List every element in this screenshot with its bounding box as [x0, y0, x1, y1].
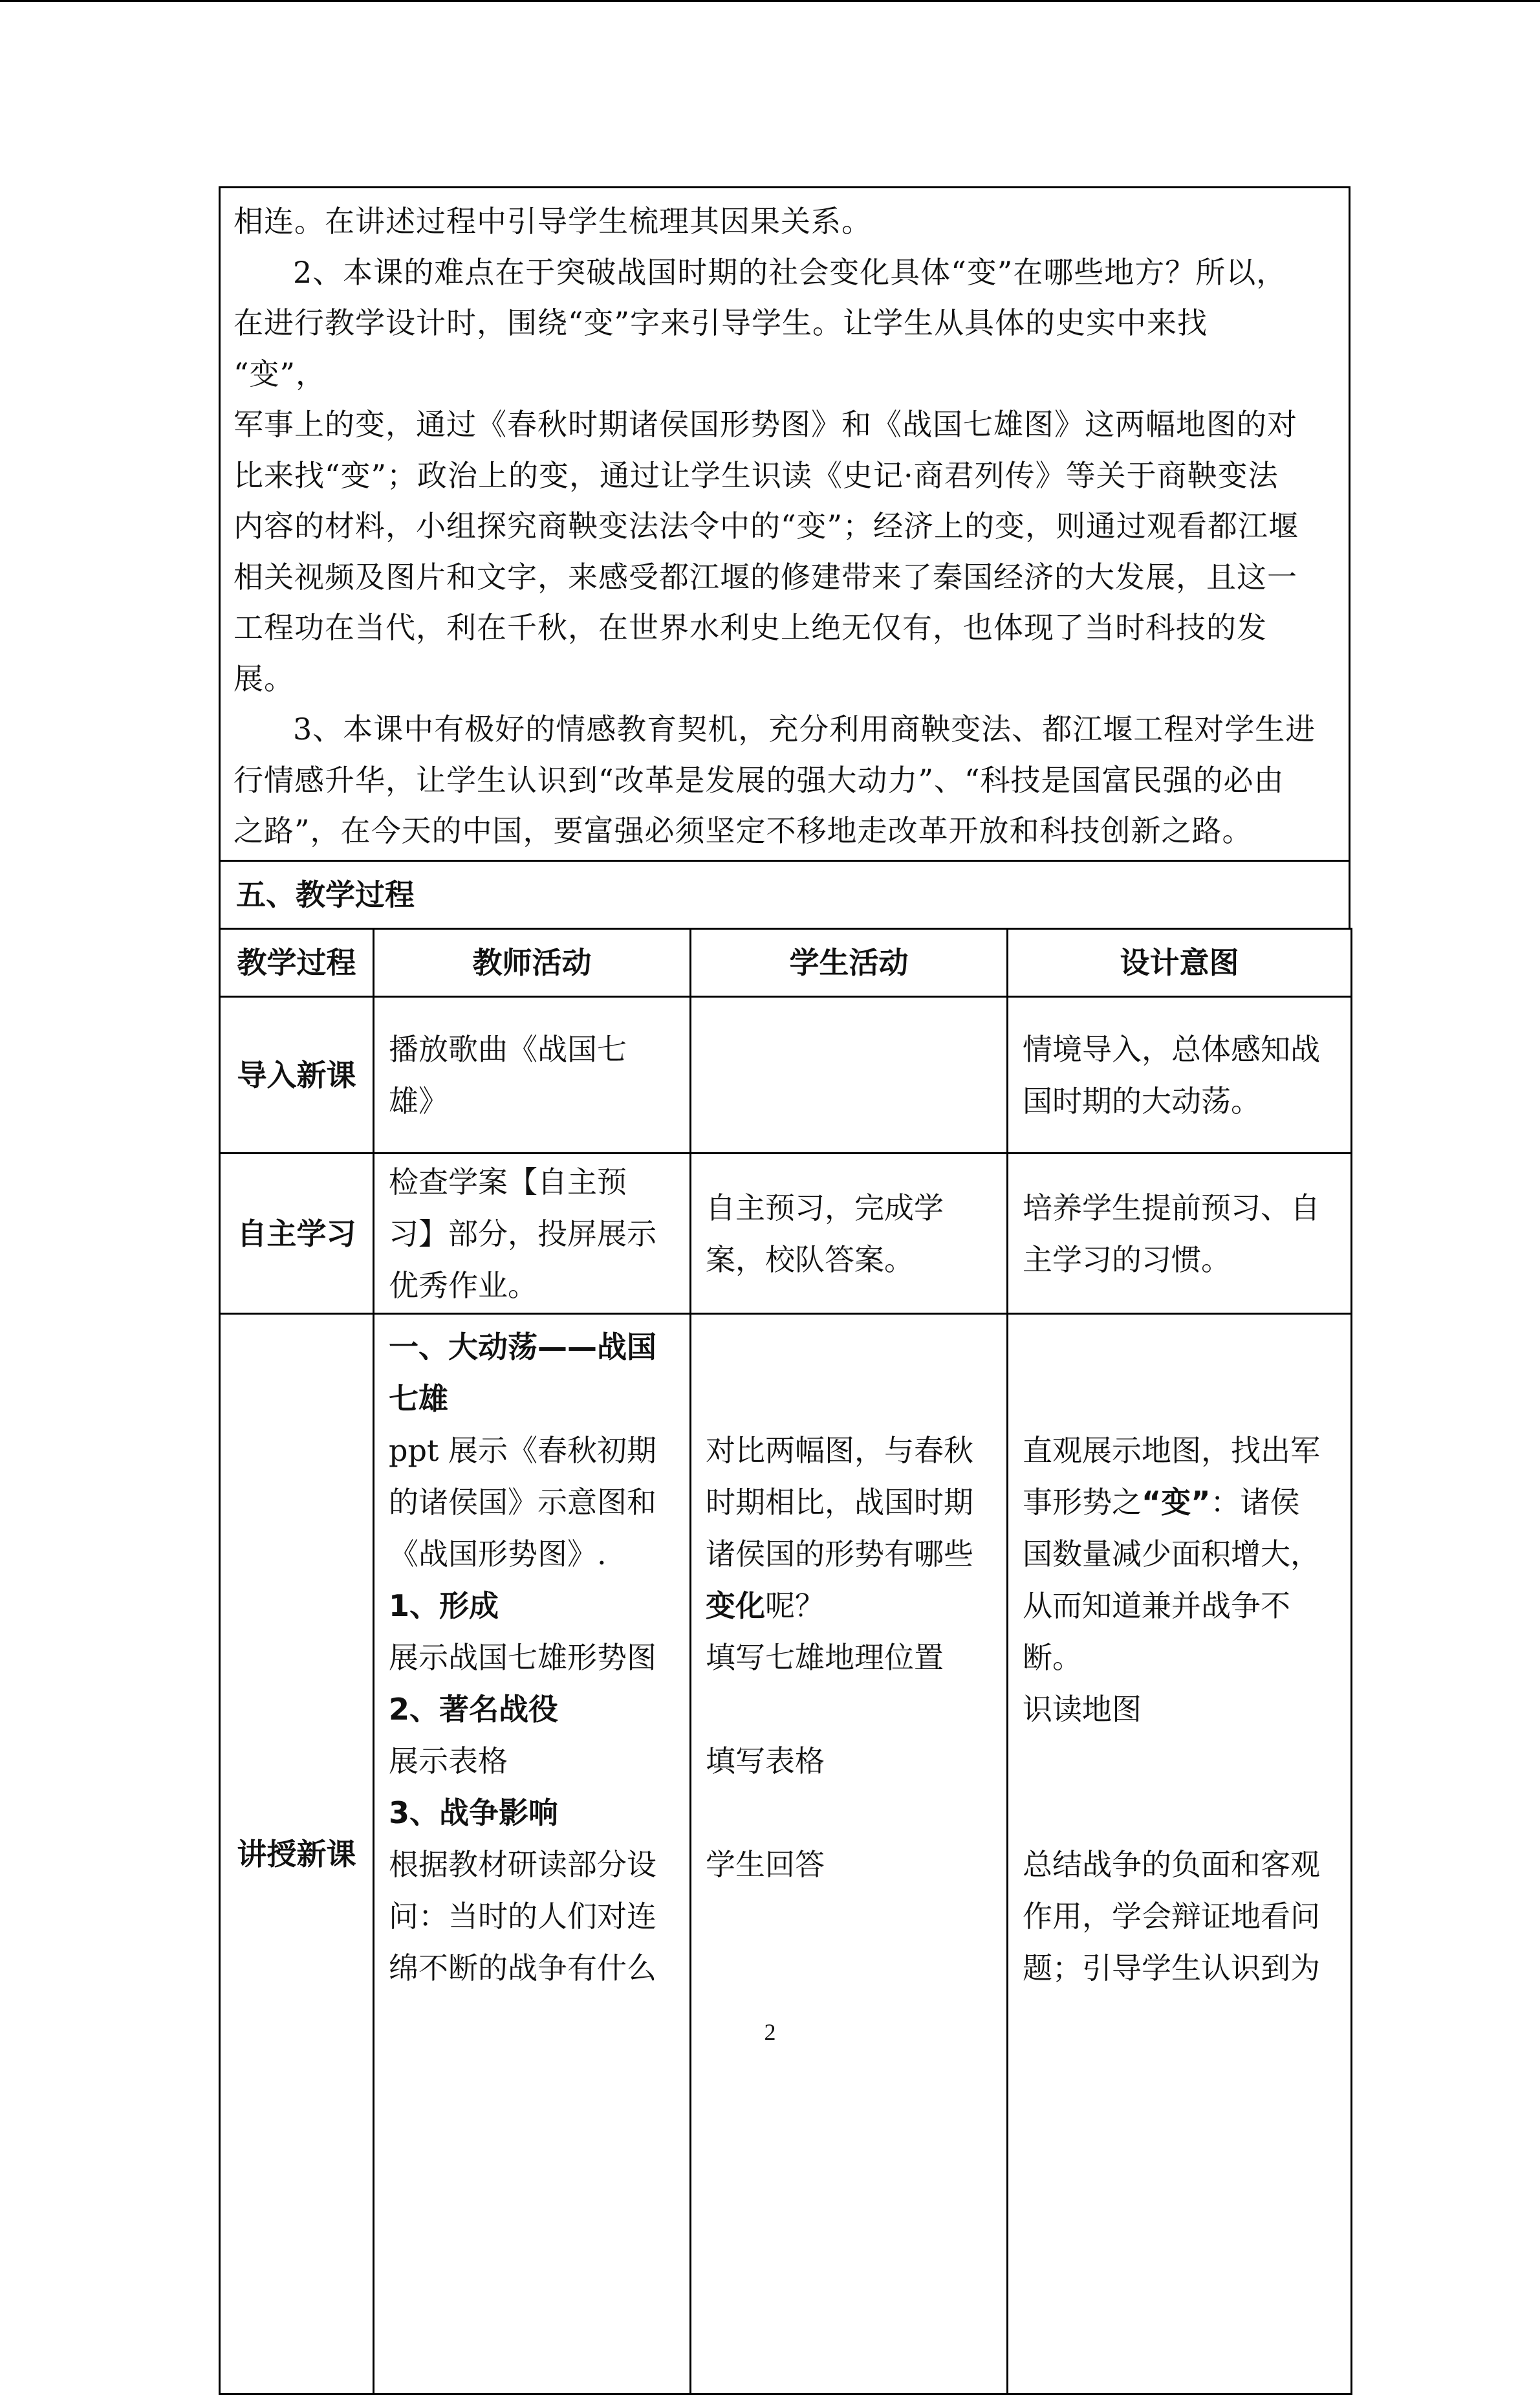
intro-line: 相连。在讲述过程中引导学生梳理其因果关系。 [233, 204, 872, 239]
cell-line: 时期相比，战国时期 [706, 1485, 973, 1520]
student-cell [691, 1314, 1008, 2394]
emphasis-text: “变” [1142, 1485, 1211, 1520]
cell-line: 作用，学会辩证地看问 [1023, 1899, 1320, 1934]
intro-line: 相关视频及图片和文字，来感受都江堰的修建带来了秦国经济的大发展，且这一 [233, 559, 1297, 595]
intro-line: 2、本课的难点在于突破战国时期的社会变化具体“变”在哪些地方？所以， [293, 254, 1287, 290]
subheading: 3、战争影响 [389, 1795, 559, 1830]
cell-line: 断。 [1023, 1640, 1082, 1675]
cell-line: 对比两幅图，与春秋 [706, 1433, 973, 1468]
intro-line: 3、本课中有极好的情感教育契机，充分利用商鞅变法、都江堰工程对学生进 [293, 712, 1316, 747]
student-cell [691, 997, 1008, 1154]
intent-cell [1008, 997, 1352, 1154]
teacher-cell [374, 1154, 691, 1314]
cell-line: 自主预习，完成学 [706, 1190, 944, 1225]
stage-cell: 自主学习 [220, 1154, 374, 1314]
cell-line: 雄》 [389, 1083, 448, 1119]
intro-line: 之路”，在今天的中国，要富强必须坚定不移地走改革开放和科技创新之路。 [233, 813, 1253, 848]
intent-cell [1008, 1154, 1352, 1314]
cell-line: 识读地图 [1023, 1692, 1142, 1727]
subheading: 1、形成 [389, 1588, 499, 1623]
cell-line: 国时期的大动荡。 [1023, 1083, 1261, 1119]
cell-line: 直观展示地图，找出军 [1023, 1433, 1320, 1468]
subheading: 七雄 [389, 1381, 448, 1416]
cell-line: 案，校队答案。 [706, 1241, 914, 1277]
header-stage: 教学过程 [220, 929, 374, 997]
cell-text-fragment: ：诸侯 [1210, 1485, 1300, 1520]
cell-line: 总结战争的负面和客观 [1023, 1847, 1320, 1882]
cell-line: 情境导入，总体感知战 [1023, 1031, 1320, 1067]
intro-line: “变”， [233, 356, 327, 391]
cell-text-fragment: 呢？ [765, 1588, 825, 1623]
cell-line: 展示战国七雄形势图 [389, 1640, 656, 1675]
intro-line: 在进行教学设计时，围绕“变”字来引导学生。让学生从具体的史实中来找 [233, 305, 1208, 340]
cell-line: 题；引导学生认识到为 [1023, 1951, 1320, 1985]
intro-line: 工程功在当代，利在千秋，在世界水利史上绝无仅有，也体现了当时科技的发 [233, 610, 1267, 645]
teacher-cell [374, 997, 691, 1154]
cell-line: 展示表格 [389, 1744, 508, 1778]
page-top-border [0, 0, 1540, 2]
cell-line: 检查学案【自主预 [389, 1164, 627, 1199]
student-cell [691, 1154, 1008, 1314]
teaching-process-table [219, 928, 1352, 2395]
intro-line: 展。 [233, 661, 294, 696]
cell-line: 国数量减少面积增大， [1023, 1537, 1320, 1571]
intro-line: 行情感升华，让学生认识到“改革是发展的强大动力”、“科技是国富民强的必由 [233, 762, 1285, 798]
cell-line: 主学习的习惯。 [1023, 1241, 1231, 1277]
table-header-row [220, 929, 1352, 997]
stage-cell: 讲授新课 [220, 1314, 374, 2394]
header-intent: 设计意图 [1008, 929, 1352, 997]
page-number: 2 [764, 2019, 776, 2045]
intro-line: 军事上的变，通过《春秋时期诸侯国形势图》和《战国七雄图》这两幅地图的对 [233, 407, 1297, 442]
cell-line: 的诸侯国》示意图和 [389, 1485, 656, 1520]
cell-line: 学生回答 [706, 1847, 825, 1882]
intro-text-box [219, 186, 1350, 862]
subheading: 一、大动荡——战国 [389, 1329, 656, 1364]
cell-line: 播放歌曲《战国七 [389, 1031, 627, 1067]
cell-line [706, 1580, 992, 1632]
cell-line: 《战国形势图》. [389, 1537, 607, 1571]
cell-line: 习】部分，投屏展示 [389, 1216, 656, 1251]
teacher-cell [374, 1314, 691, 2394]
cell-line [1023, 1476, 1336, 1528]
cell-line: 培养学生提前预习、自 [1023, 1190, 1320, 1225]
cell-line: 根据教材研读部分设 [389, 1847, 656, 1882]
table-row [220, 1314, 1352, 2394]
section-title: 五、教学过程 [219, 860, 1350, 930]
cell-line: 问：当时的人们对连 [389, 1899, 656, 1934]
cell-line: 诸侯国的形势有哪些 [706, 1537, 973, 1571]
table-row [220, 997, 1352, 1154]
subheading: 2、著名战役 [389, 1692, 559, 1727]
stage-cell: 导入新课 [220, 997, 374, 1154]
cell-line: 填写七雄地理位置 [706, 1640, 944, 1675]
table-row [220, 1154, 1352, 1314]
cell-line: 从而知道兼并战争不 [1023, 1588, 1290, 1623]
cell-text-fragment: 事形势之 [1023, 1485, 1142, 1520]
cell-line: 绵不断的战争有什么 [389, 1951, 656, 1985]
emphasis-text: 变化 [706, 1588, 765, 1623]
header-teacher: 教师活动 [374, 929, 691, 997]
header-student: 学生活动 [691, 929, 1008, 997]
intent-cell [1008, 1314, 1352, 2394]
cell-line: 填写表格 [706, 1744, 825, 1778]
cell-line: 优秀作业。 [389, 1267, 537, 1303]
intro-line: 内容的材料，小组探究商鞅变法法令中的“变”；经济上的变，则通过观看都江堰 [233, 509, 1299, 543]
cell-line: ppt 展示《春秋初期 [389, 1433, 656, 1468]
intro-line: 比来找“变”；政治上的变，通过让学生识读《史记·商君列传》等关于商鞅变法 [233, 457, 1279, 493]
